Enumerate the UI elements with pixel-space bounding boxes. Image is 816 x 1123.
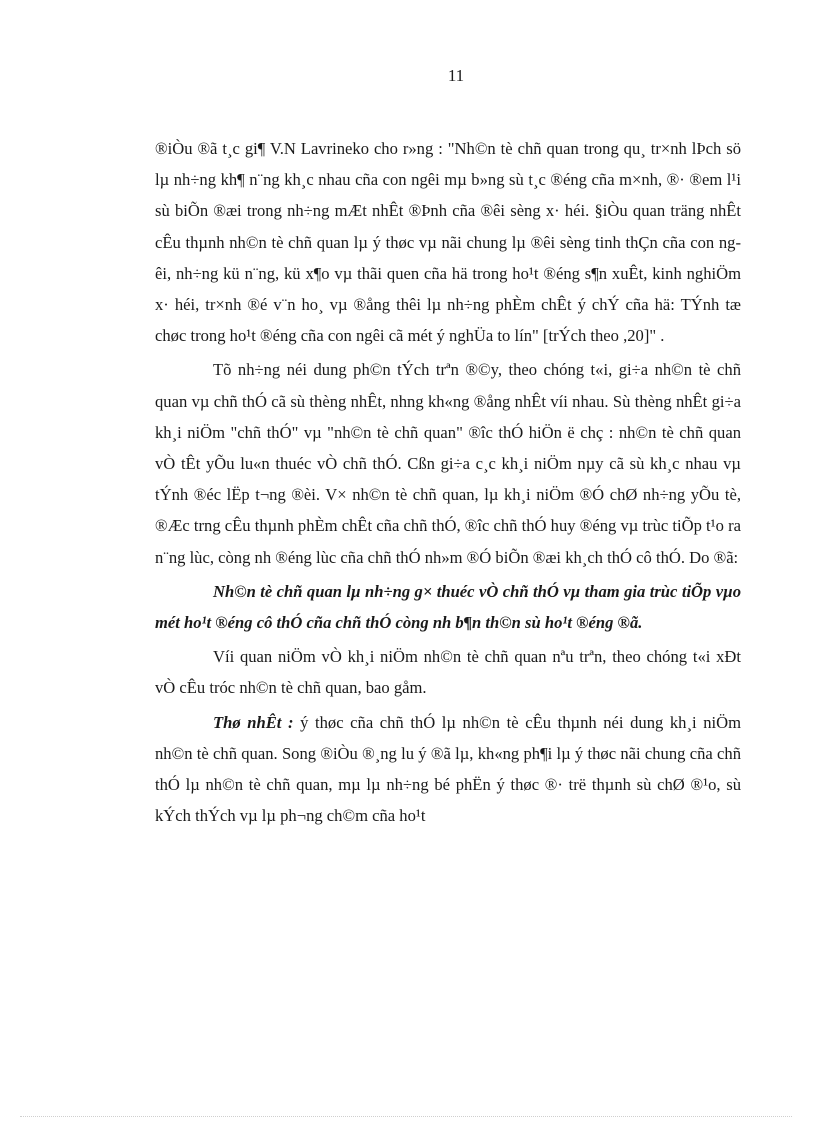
paragraph-quote: ®iÒu ®ã t¸c gi¶ V.N Lavrineko cho r»ng : "Nh©n tè chñ quan trong qu¸ tr×nh lÞch sö lµ nh÷ng kh¶ n¨ng kh¸c nhau cña con ngêi mµ b»ng sù t¸c ®éng cña m×nh, ®· ®em l¹i sù biÕn ®æi trong nh÷ng mÆt nhÊt ®Þnh cña ®êi sèng x· héi. §iÒu quan träng nhÊt cÊu thµnh nh©n tè chñ quan lµ ý thøc vµ nãi chung lµ ®êi sèng tinh thÇn cña con ngêi, nh÷ng kü n¨ng, kü x¶o vµ thãi quen cña hä trong ho¹t ®éng s¶n xuÊt, kinh nghiÖm x· héi, tr×nh ®é v¨n ho¸ vµ ®ång thêi lµ nh÷ng phÈm chÊt ý chÝ cña hä: TÝnh tæ chøc trong ho¹t ®éng cña con ngêi cã mét ý nghÜa to lín" [trÝch theo ,20]" . bbox=[155, 139, 741, 346]
page-number: 11 bbox=[447, 66, 465, 85]
page-bottom-divider bbox=[20, 1116, 792, 1117]
paragraph-first-point bbox=[155, 707, 741, 832]
paragraph-structure-intro: Víi quan niÖm vÒ kh¸i niÖm nh©n tè chñ quan nªu trªn, theo chóng t«i xÐt vÒ cÊu tróc nh©n tè chñ quan, bao gåm. bbox=[155, 647, 741, 698]
first-point-lead: Thø nhÊt : bbox=[213, 712, 294, 732]
document-body bbox=[155, 133, 741, 834]
paragraph-definition: Nh©n tè chñ quan lµ nh÷ng g× thuéc vÒ chñ thÓ vµ tham gia trùc tiÕp vµo mét ho¹t ®éng cô thÓ cña chñ thÓ còng nh b¶n th©n sù ho¹t ®éng ®ã. bbox=[155, 581, 741, 633]
paragraph-analysis: Tõ nh÷ng néi dung ph©n tÝch trªn ®©y, theo chóng t«i, gi÷a nh©n tè chñ quan vµ chñ thÓ cã sù thèng nhÊt, nhng kh«ng ®ång nhÊt víi nhau. Sù thèng nhÊt gi÷a kh¸i niÖm "chñ thÓ" vµ "nh©n tè chñ quan" ®îc thÓ hiÖn ë chç : nh©n tè chñ quan vÒ tÊt yÕu lu«n thuéc vÒ chñ thÓ. Cßn gi÷a c¸c kh¸i niÖm nµy cã sù kh¸c nhau vµ tÝnh ®éc lËp t¬ng ®èi. V× nh©n tè chñ quan, lµ kh¸i niÖm ®Ó chØ nh÷ng yÕu tè, ®Æc trng cÊu thµnh phÈm chÊt cña chñ thÓ, ®îc chñ thÓ huy ®éng vµ trùc tiÕp t¹o ra n¨ng lùc, còng nh ®éng lùc cña chñ thÓ nh»m ®Ó biÕn ®æi kh¸ch thÓ cô thÓ. Do ®ã: bbox=[155, 360, 741, 567]
first-point-text: ý thøc cña chñ thÓ lµ nh©n tè cÊu thµnh néi dung kh¸i niÖm nh©n tè chñ quan. Song ®iÒu ®¸ng lu ý ®ã lµ, kh«ng ph¶i lµ ý thøc nãi chung cña chñ thÓ lµ nh©n tè chñ quan, mµ lµ nh÷ng bé phËn ý thøc ®· trë thµnh sù chØ ®¹o, sù kÝch thÝch vµ lµ ph¬ng ch©m cña ho¹t bbox=[155, 712, 742, 826]
